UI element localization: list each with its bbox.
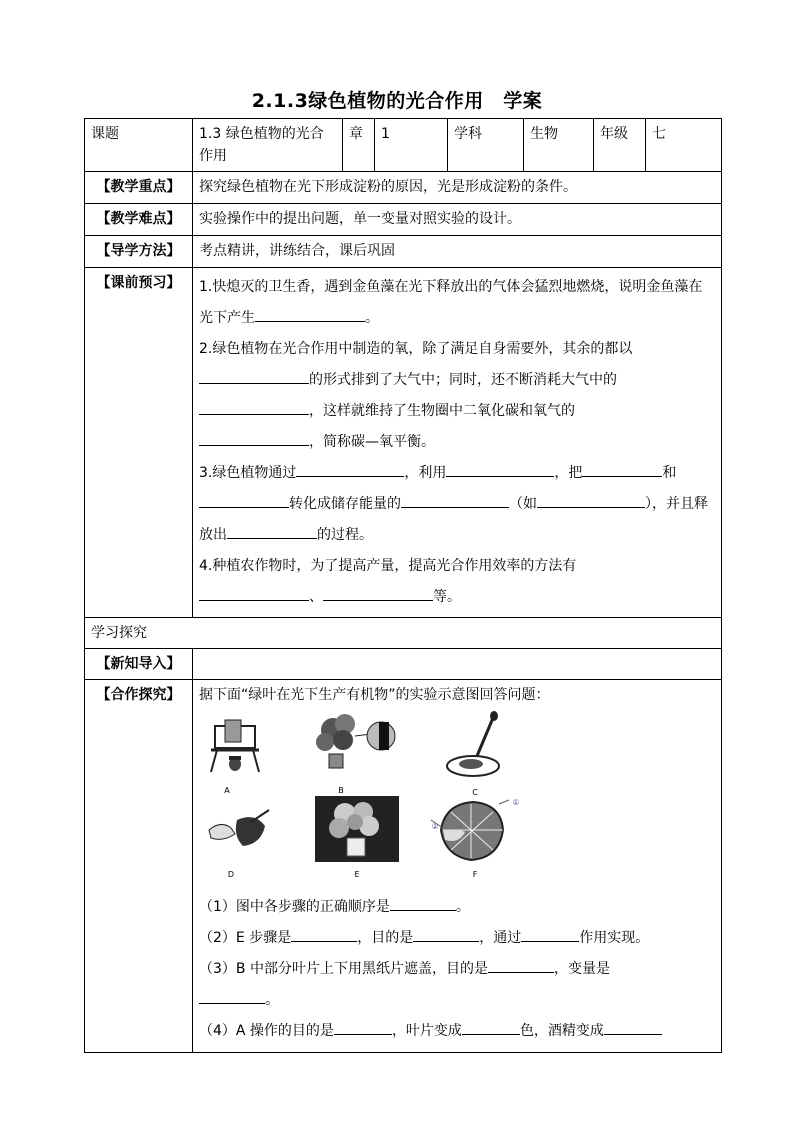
answer-blank[interactable] <box>334 1019 392 1035</box>
page-title: 2.1.3绿色植物的光合作用 学案 <box>251 90 543 112</box>
intro-label: 【新知导入】 <box>85 649 193 680</box>
grade-value: 七 <box>646 119 722 172</box>
method-label: 【导学方法】 <box>85 236 193 268</box>
preview-q3-text-f: （如 <box>509 496 537 512</box>
difficult-value: 实验操作中的提出问题，单一变量对照实验的设计。 <box>193 204 722 236</box>
coop-q3-text-b: ，变量是 <box>553 961 610 977</box>
marker-2: ② <box>431 822 439 831</box>
subject-label: 学科 <box>448 119 524 172</box>
answer-blank[interactable] <box>291 926 357 942</box>
figure-label-a: A <box>224 786 230 795</box>
coop-q4-text: （4）A 操作的目的是 <box>199 1023 334 1039</box>
preview-content <box>193 268 722 618</box>
preview-q3-text-g: ），并且释放出 <box>199 496 708 543</box>
preview-q2-text-c: ，这样就维持了生物圈中二氧化碳和氧气的 <box>309 403 575 419</box>
chapter-value: 1 <box>375 119 448 172</box>
preview-q2-text: 2.绿色植物在光合作用中制造的氧，除了满足自身需要外，其余的都以 <box>199 341 633 357</box>
answer-blank[interactable] <box>390 895 456 911</box>
answer-blank[interactable] <box>199 430 309 446</box>
coop-q1-text: （1）图中各步骤的正确顺序是 <box>199 899 390 915</box>
experiment-figures <box>199 710 715 886</box>
figure-c-iodine-drop <box>441 710 511 782</box>
coop-q2-text-c: ，通过 <box>479 930 522 946</box>
coop-q2-text-b: ，目的是 <box>357 930 414 946</box>
preview-q4 <box>199 551 715 613</box>
figure-label-d: D <box>227 870 235 879</box>
answer-blank[interactable] <box>323 585 433 601</box>
answer-blank[interactable] <box>604 1019 662 1035</box>
answer-blank[interactable] <box>488 957 554 973</box>
preview-label: 【课前预习】 <box>85 268 193 618</box>
coop-q2-text: （2）E 步骤是 <box>199 930 292 946</box>
figure-e-dark-treatment <box>315 796 399 862</box>
chapter-label: 章 <box>343 119 375 172</box>
answer-blank[interactable] <box>199 368 309 384</box>
coop-q3 <box>199 954 715 1016</box>
figure-label-f: F <box>472 870 478 879</box>
preview-q3-text: 3.绿色植物通过 <box>199 465 297 481</box>
preview-q3-text-e: 转化成储存能量的 <box>289 496 401 512</box>
figure-label-e: E <box>354 870 360 879</box>
preview-q3-text-b: ，利用 <box>404 465 447 481</box>
answer-blank[interactable] <box>537 492 645 508</box>
answer-blank[interactable] <box>413 926 479 942</box>
figure-a-water-bath <box>205 714 269 778</box>
answer-blank[interactable] <box>255 306 365 322</box>
answer-blank[interactable] <box>582 461 662 477</box>
grade-label: 年级 <box>594 119 646 172</box>
preview-q2-text-b: 的形式排到了大气中；同时，还不断消耗大气中的 <box>309 372 617 388</box>
figure-label-c: C <box>472 788 478 797</box>
answer-blank[interactable] <box>199 492 289 508</box>
coop-intro: 据下面“绿叶在光下生产有机物”的实验示意图回答问题： <box>199 687 550 703</box>
answer-blank[interactable] <box>296 461 404 477</box>
preview-q2-text-d: ，简称碳—氧平衡。 <box>309 434 435 450</box>
coop-q2 <box>199 923 715 954</box>
preview-q2 <box>199 334 715 458</box>
answer-blank[interactable] <box>462 1019 520 1035</box>
answer-blank[interactable] <box>199 988 265 1004</box>
marker-1: ① <box>512 798 520 807</box>
figure-b-covered-leaf <box>311 710 401 780</box>
answer-blank[interactable] <box>199 399 309 415</box>
key-value: 探究绿色植物在光下形成淀粉的原因，光是形成淀粉的条件。 <box>193 172 722 204</box>
preview-q3 <box>199 458 715 551</box>
answer-blank[interactable] <box>401 492 509 508</box>
figure-d-remove-paper <box>203 802 275 860</box>
key-label: 【教学重点】 <box>85 172 193 204</box>
coop-q1-end: 。 <box>455 899 470 915</box>
intro-content[interactable] <box>193 649 722 680</box>
preview-q1 <box>199 272 715 334</box>
coop-q4-text-b: ，叶片变成 <box>391 1023 462 1039</box>
worksheet-table <box>84 118 722 1053</box>
header-row <box>85 119 722 172</box>
preview-q3-text-d: 和 <box>662 465 677 481</box>
coop-q2-text-d: 作用实现。 <box>579 930 650 946</box>
coop-q1 <box>199 892 715 923</box>
preview-q4-text-b: 、 <box>309 589 323 605</box>
answer-blank[interactable] <box>446 461 554 477</box>
topic-value: 1.3 绿色植物的光合作用 <box>193 119 343 172</box>
method-value: 考点精讲，讲练结合，课后巩固 <box>193 236 722 268</box>
answer-blank[interactable] <box>199 585 309 601</box>
preview-q4-text: 4.种植农作物时，为了提高产量，提高光合作用效率的方法有 <box>199 558 577 574</box>
coop-content <box>193 680 722 1053</box>
study-section-label: 学习探究 <box>85 618 722 649</box>
subject-value: 生物 <box>524 119 594 172</box>
topic-label: 课题 <box>85 119 193 172</box>
answer-blank[interactable] <box>227 523 317 539</box>
preview-q1-end: 。 <box>365 310 379 326</box>
preview-q4-text-c: 等。 <box>433 589 461 605</box>
preview-q1-text: 1.快熄灭的卫生香，遇到金鱼藻在光下释放出的气体会猛烈地燃烧，说明金鱼藻在光下产生 <box>199 279 703 326</box>
coop-q3-text: （3）B 中部分叶片上下用黑纸片遮盖，目的是 <box>199 961 488 977</box>
difficult-label: 【教学难点】 <box>85 204 193 236</box>
figure-label-b: B <box>338 786 344 795</box>
coop-q4 <box>199 1016 715 1047</box>
preview-q3-text-h: 的过程。 <box>317 527 373 543</box>
answer-blank[interactable] <box>521 926 579 942</box>
coop-label: 【合作探究】 <box>85 680 193 1053</box>
coop-q4-text-c: 色，酒精变成 <box>519 1023 604 1039</box>
preview-q3-text-c: ，把 <box>554 465 583 481</box>
coop-q3-end: 。 <box>265 992 279 1008</box>
